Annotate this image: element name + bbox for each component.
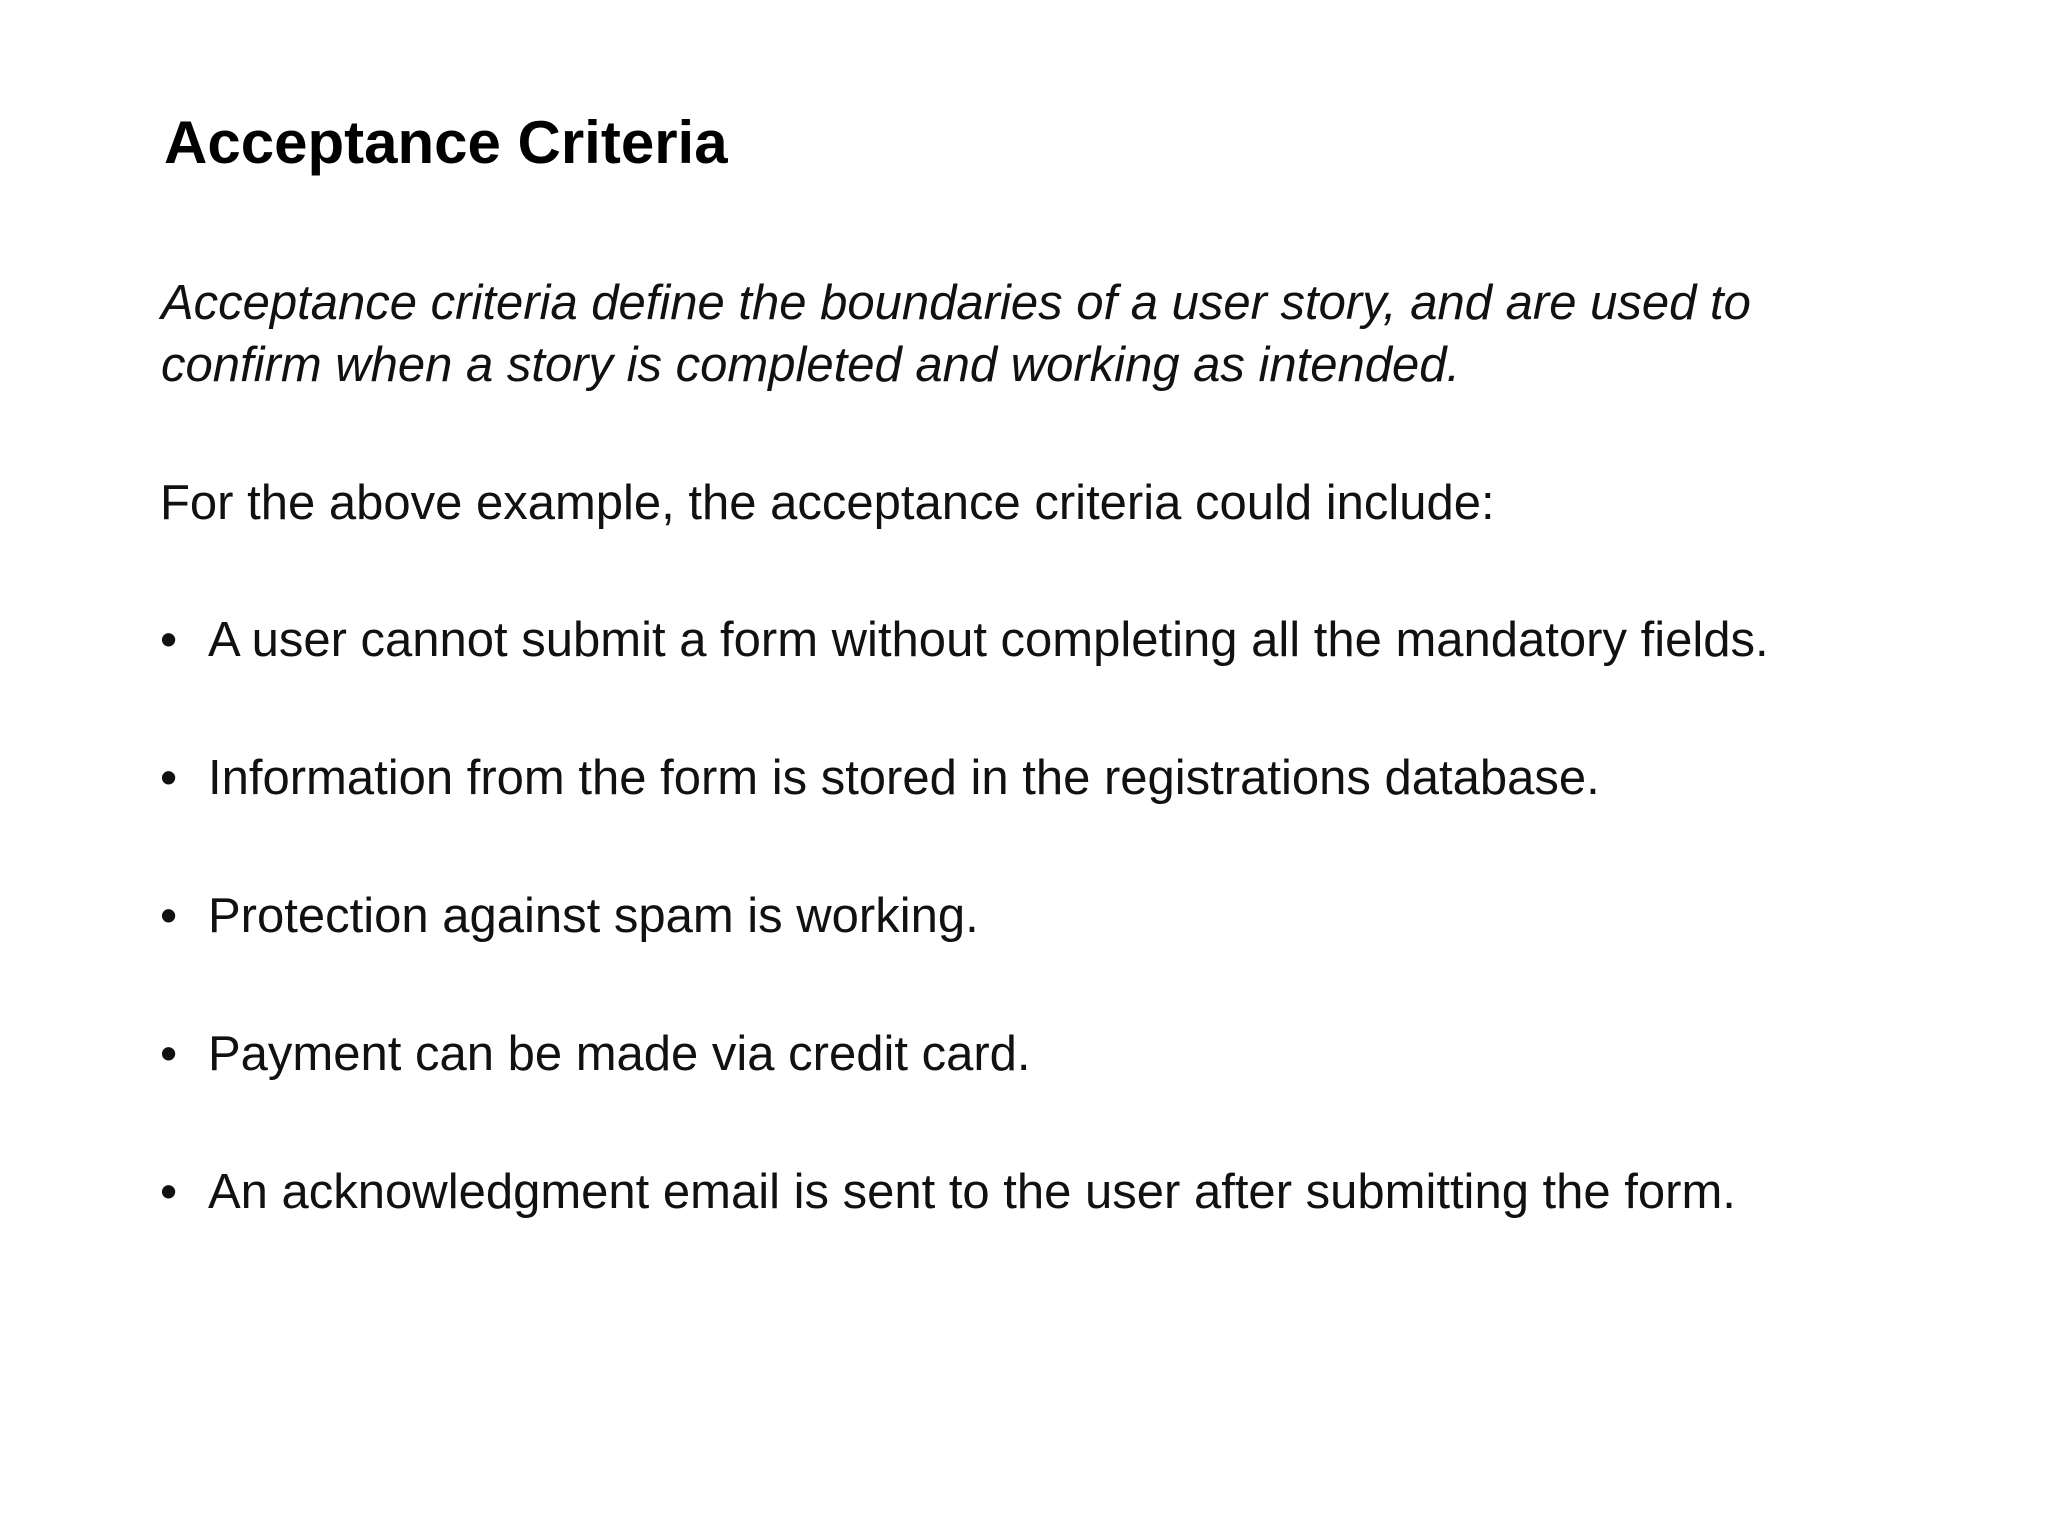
list-item [160, 885, 1769, 1023]
acceptance-criteria-list [160, 609, 1769, 1299]
bullet-icon: • [160, 1165, 178, 1219]
criteria-text: Payment can be made via credit card. [208, 1027, 1031, 1081]
list-item [160, 1161, 1769, 1299]
bullet-icon: • [160, 613, 178, 667]
bullet-icon: • [160, 751, 178, 805]
bullet-icon: • [160, 889, 178, 943]
list-item [160, 609, 1769, 747]
criteria-text: Information from the form is stored in the registrations database. [208, 751, 1600, 805]
slide-title: Acceptance Criteria [164, 109, 728, 176]
list-item [160, 1023, 1769, 1161]
criteria-text: A user cannot submit a form without completing all the mandatory fields. [208, 613, 1769, 667]
criteria-text: Protection against spam is working. [208, 889, 979, 943]
definition-text: Acceptance criteria define the boundaries of a user story, and are used to confirm when a story is completed and working as intended. [161, 276, 1751, 392]
list-item [160, 747, 1769, 885]
criteria-text: An acknowledgment email is sent to the user after submitting the form. [208, 1165, 1736, 1219]
intro-text: For the above example, the acceptance criteria could include: [160, 476, 1495, 530]
bullet-icon: • [160, 1027, 178, 1081]
